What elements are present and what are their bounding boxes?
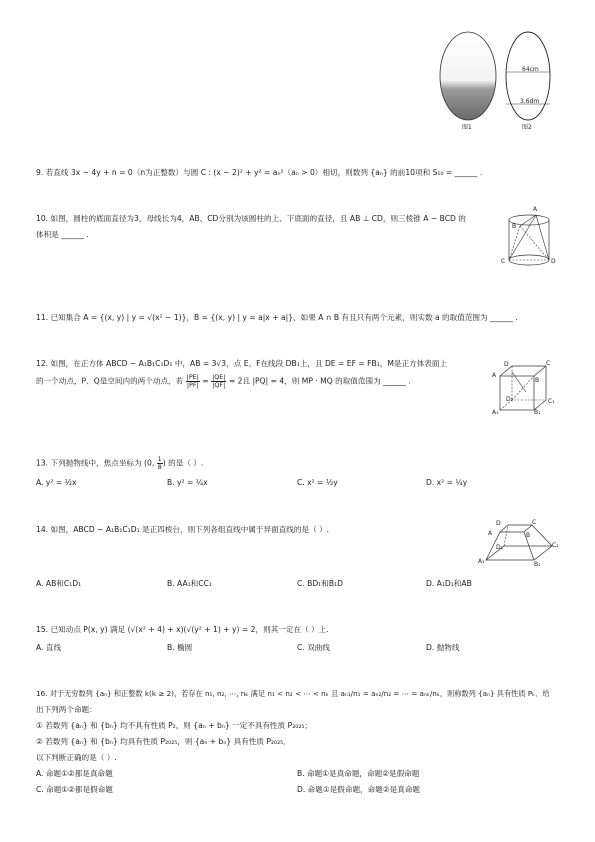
- label-cube-C1: C₁: [548, 398, 555, 405]
- q13-option-a[interactable]: A. y² = ½x: [36, 478, 77, 487]
- fraction-one-eighth: $\frac{1}{8}$: [157, 455, 162, 471]
- q14-option-b[interactable]: B. AA₁和CC₁: [167, 579, 212, 588]
- question-12-line2-a: 的一个动点，P、Q是空间内的两个动点，若: [36, 376, 184, 386]
- label-frustum-C: C: [532, 519, 537, 526]
- label-A: A: [533, 206, 538, 213]
- label-frustum-B: B: [526, 532, 531, 539]
- label-C: C: [501, 258, 506, 265]
- q15-option-b[interactable]: B. 椭圆: [167, 643, 193, 652]
- question-16-line3: ① 若数列 {aₙ} 和 {bₙ} 均不具有性质 P₂，则 {aₙ + bₙ} 一定不具有性质 P₂₀₂₅；: [36, 721, 313, 730]
- q16-option-a[interactable]: A. 命题①②都是真命题: [36, 769, 113, 778]
- label-B: B: [512, 223, 517, 230]
- q14-option-c[interactable]: C. BD₁和B₁D: [297, 579, 343, 588]
- q13-option-d[interactable]: D. x² = ¼y: [426, 478, 468, 487]
- fraction-pe-pf: $\frac{|PE|}{|PF|}$: [186, 373, 199, 389]
- q16-option-c[interactable]: C. 命题①②都是假命题: [36, 785, 113, 794]
- question-10-line1: 10. 如图，圆柱的底面直径为3，母线长为4，AB、CD分别为该圆柱的上、下底面的直径，且 AB ⊥ CD，则三棱锥 A − BCD 的: [36, 214, 466, 223]
- label-frustum-A1: A₁: [478, 558, 485, 565]
- q16-option-d[interactable]: D. 命题①是假命题，命题②是真命题: [297, 785, 421, 794]
- question-12-line2-b: = 2且 |PQ| = 4，则 MP · MQ 的取值范围为 ______ .: [228, 376, 411, 386]
- question-12-line2: 的一个动点，P、Q是空间内的两个动点，若 $\frac{|PE|}{|PF|}$ = $\frac{|QE|}{|QF|}$ = 2且 |PQ| = 4，则 MP · MQ 的取值范围为 ______ .: [36, 373, 411, 389]
- cylinder-figure: [500, 208, 558, 272]
- question-16-line4: ② 若数列 {aₙ} 和 {bₙ} 均具有性质 P₂₀₂₅，则 {aₙ + bₙ} 具有性质 P₂₀₂₅．: [36, 737, 291, 746]
- question-11: 11. 已知集合 A = {(x, y) | y = √(x² − 1)}，B = {(x, y) | y = a|x + a|}，如果 A ∩ B 有且只有两个元素，则实数 a 的取值范围为 ______ .: [36, 313, 518, 322]
- question-13: 13. 下列抛物线中，焦点坐标为 (0, $\frac{1}{8}$ ) 的是（ ）.: [36, 455, 204, 471]
- label-cube-A: A: [492, 372, 497, 379]
- label-frustum-D1: D₁: [496, 544, 504, 551]
- question-16-line5: 以下判断正确的是（ ）.: [36, 753, 117, 762]
- q15-option-c[interactable]: C. 双曲线: [297, 643, 330, 652]
- label-cube-B1: B₁: [534, 409, 541, 416]
- q16-option-b[interactable]: B. 命题①是真命题，命题②是假命题: [297, 769, 420, 778]
- cube-figure: [490, 360, 556, 416]
- question-9: 9. 若直线 3x − 4y + n = 0（n为正整数）与圆 C : (x − 2)² + y² = aₙ²（aₙ > 0）相切，则数列 {aₙ} 的前10项和 S₁₀ = ______ .: [36, 168, 483, 177]
- question-13-stem-b: 的是（ ）.: [168, 458, 204, 468]
- question-13-stem-a: 13. 下列抛物线中，焦点坐标为: [36, 458, 142, 468]
- q13-option-c[interactable]: C. x² = ½y: [297, 478, 338, 487]
- label-D: D: [551, 258, 556, 265]
- label-frustum-C1: C₁: [552, 542, 559, 549]
- question-10-line2: 体积是 ______ .: [36, 230, 89, 239]
- q13-option-b[interactable]: B. y² = ¼x: [167, 478, 208, 487]
- question-15: 15. 已知动点 P(x, y) 满足 (√(x² + 4) + x)(√(y² + 1) + y) = 2，则其一定在（ ）上.: [36, 625, 329, 634]
- caption-figure-1: 图1: [462, 124, 472, 131]
- question-14: 14. 如图，ABCD − A₁B₁C₁D₁ 是正四棱台，则下列各组直线中属于异面直线的是（ ）.: [36, 525, 330, 534]
- label-cube-B: B: [535, 377, 540, 384]
- q14-option-d[interactable]: D. A₁D₁和AB: [426, 579, 472, 588]
- label-cube-D1: D₁: [506, 396, 514, 403]
- question-12-line1: 12. 如图，在正方体 ABCD − A₁B₁C₁D₁ 中，AB = 3√3，点 E、F在线段 DB₁上，且 DE = EF = FB₁，M是正方体表面上: [36, 359, 448, 368]
- q15-option-a[interactable]: A. 直线: [36, 643, 62, 652]
- label-frustum-A: A: [488, 530, 493, 537]
- label-cube-D: D: [504, 361, 509, 368]
- q14-option-a[interactable]: A. AB和C₁D₁: [36, 579, 82, 588]
- frustum-figure: [478, 518, 558, 572]
- label-frustum-B1: B₁: [534, 561, 541, 568]
- egg-figure-image: [436, 28, 556, 132]
- question-16-line1: 16. 对于无穷数列 {aₙ} 和正整数 k(k ≥ 2)，若存在 n₁, n₂, ⋯, nₖ 满足 n₁ < n₂ < ⋯ < nₖ 且 aₙ₁/n₁ = aₙ₂/n₂ = ⋯ = aₙₖ/nₖ，则称数列 {aₙ} 具有性质 Pₖ．给: [36, 689, 550, 698]
- q15-option-d[interactable]: D. 抛物线: [426, 643, 460, 652]
- label-cube-C: C: [546, 360, 551, 367]
- label-cube-A1: A₁: [492, 409, 499, 416]
- question-16-line2: 出下列两个命题：: [36, 705, 97, 714]
- dim-64cm: 64cm: [522, 66, 539, 73]
- top-figure: [436, 28, 556, 132]
- fraction-qe-qf: $\frac{|QE|}{|QF|}$: [212, 373, 226, 389]
- dim-3-6dm: 3.6dm: [520, 98, 540, 105]
- label-frustum-D: D: [496, 520, 501, 527]
- caption-figure-2: 图2: [522, 124, 532, 131]
